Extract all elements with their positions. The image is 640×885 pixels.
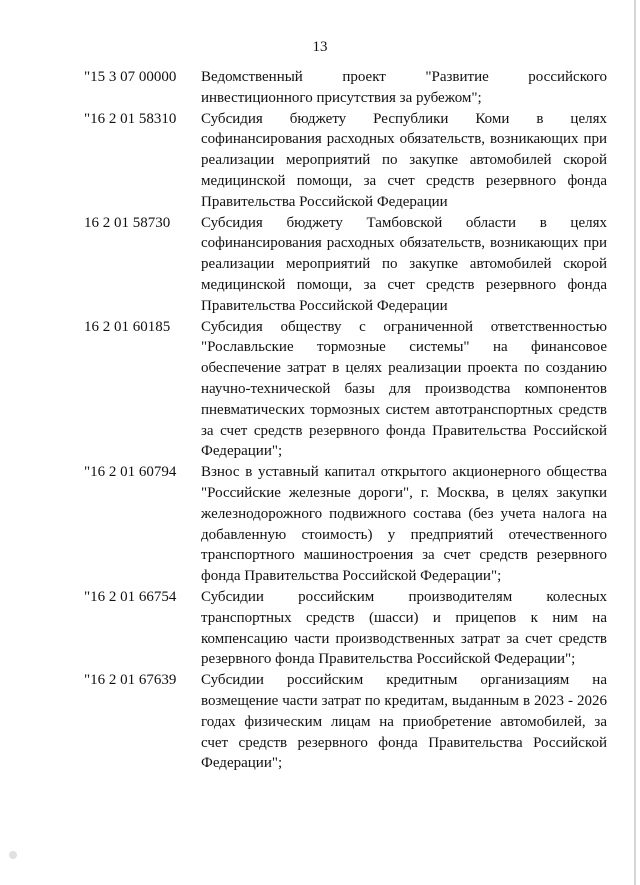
budget-code: 16 2 01 58730	[84, 214, 171, 231]
entry-description: Субсидия обществу с ограниченной ответственностью "Рославльские тормозные системы" на финансовое обеспечение затрат в целях реализации проекта по созданию научно-технической базы для производства компонентов пневматических тормозных систем автотранспортных средств за счет средств резервного фонда Правительства Российской Федерации";	[201, 318, 607, 460]
entry-description: Субсидия бюджету Тамбовской области в целях софинансирования расходных обязательств, возникающих при реализации мероприятий по закупке автомобилей скорой медицинской помощи, за счет средств резервного фонда Правительства Российской Федерации	[201, 214, 607, 314]
entry-description: Субсидии российским производителям колесных транспортных средств (шасси) и прицепов к ним на компенсацию части производственных затрат за счет средств резервного фонда Правительства Российской Федерации";	[201, 588, 607, 668]
code-entry	[84, 109, 607, 213]
budget-code: "15 3 07 00000	[84, 69, 177, 85]
code-entry	[84, 670, 607, 774]
code-entry	[84, 587, 607, 670]
code-entry	[84, 317, 607, 463]
budget-code: "16 2 01 67639	[84, 672, 177, 689]
budget-code: "16 2 01 66754	[84, 588, 177, 605]
page-number: 13	[312, 39, 328, 55]
code-entry	[84, 67, 607, 109]
entry-description: Субсидия бюджету Республики Коми в целях софинансирования расходных обязательств, возникающих при реализации мероприятий по закупке автомобилей скорой медицинской помощи, за счет средств резервного фонда Правительства Российской Федерации	[201, 110, 607, 210]
code-entry	[84, 213, 607, 317]
budget-code: "16 2 01 60794	[84, 464, 177, 481]
scan-artifact-dot	[9, 851, 17, 859]
scan-edge-line	[634, 0, 636, 885]
entry-description: Субсидии российским кредитным организациям на возмещение части затрат по кредитам, выданным в 2023 - 2026 годах физическим лицам на приобретение автомобилей, за счет средств резервного фонда Правительства Российской Федерации";	[201, 672, 607, 772]
entry-description: Ведомственный проект "Развитие российского инвестиционного присутствия за рубежом";	[201, 69, 607, 106]
code-entry-list	[84, 67, 607, 774]
budget-code: 16 2 01 60185	[84, 318, 171, 335]
entry-description: Взнос в уставный капитал открытого акционерного общества "Российские железные дороги", г. Москва, в целях закупки железнодорожного подвижного состава (без учета налога на добавленную стоимость) у предприятий отечественного транспортного машиностроения за счет средств резервного фонда Правительства Российской Федерации";	[201, 464, 607, 585]
code-entry	[84, 462, 607, 587]
budget-code: "16 2 01 58310	[84, 110, 177, 127]
